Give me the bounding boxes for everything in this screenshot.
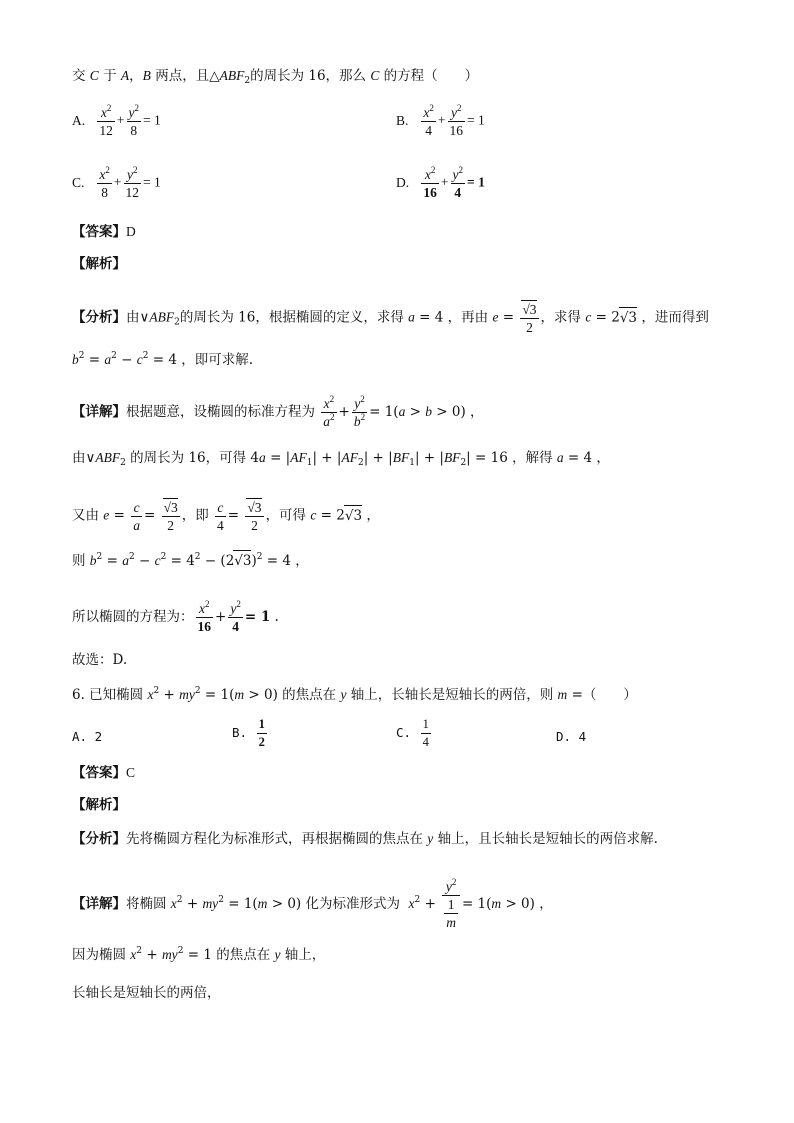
- q6-analysis-heading: 【解析】: [72, 797, 126, 813]
- q6-option-b: B. $\frac{1}{2}$: [232, 717, 265, 749]
- q6-option-d: D. 4: [556, 729, 587, 744]
- q6-line2: 因为椭圆 $x^2 + my^2 = 1$ 的焦点在 y 轴上，: [72, 946, 326, 963]
- q5-option-a: A. $\frac{x^2}{12}$ + $\frac{y^2}{8}$ = 1: [72, 103, 161, 138]
- q5-fenxi: 【分析】由$\vee ABF_2$的周长为 16，根据椭圆的定义，求得 a = 4 ，再由 e = $\frac{√3}{2}$ ，求得 c = 2√3 ，进而得到: [72, 302, 709, 335]
- q5-fenxi-line2: $b^2 = a^2 - c^2 = 4$ ，即可求解.: [72, 351, 254, 368]
- q5-line3: 又由 e = $\frac{c}{a}$ = $\frac{√3}{2}$ ，即 $\frac{c}{4}$ = $\frac{√3}{2}$ ，可得 c = 2√3 ，: [72, 499, 380, 533]
- q5-option-d: D. $\frac{x^2}{16}$ + $\frac{y^2}{4}$ = 1: [396, 165, 485, 200]
- q5-line5: 所以椭圆的方程为： $\frac{x^2}{16}$ + $\frac{y^2}{4}$ = 1 .: [72, 599, 279, 634]
- q6-option-c: C. $\frac{1}{4}$: [396, 717, 429, 749]
- q5-answer: 【答案】D: [72, 224, 136, 240]
- q6-option-a: A. 2: [72, 729, 103, 744]
- q5-choose: 故选：D.: [72, 652, 128, 668]
- q6-line3: 长轴长是短轴长的两倍，: [72, 985, 221, 1001]
- q5-option-b: B. $\frac{x^2}{4}$ + $\frac{y^2}{16}$ = 1: [396, 103, 485, 138]
- q5-line4: 则 $b^2 = a^2 - c^2 = 4^2 - (2√3)^2 = 4$ ，: [72, 552, 309, 569]
- q5-xiangjie: 【详解】根据题意，设椭圆的标准方程为 $\frac{x^2}{a^2}$ + $\frac{y^2}{b^2}$ = 1(a > b > 0) ，: [72, 394, 484, 429]
- q5-option-c: C. $\frac{x^2}{8}$ + $\frac{y^2}{12}$ = 1: [72, 165, 161, 200]
- q6-answer: 【答案】C: [72, 765, 136, 781]
- q5-analysis-heading: 【解析】: [72, 256, 126, 272]
- q5-stem: 交 C 于 A，B 两点，且$\triangle ABF_2$的周长为 16，那么 C 的方程（ ）: [72, 68, 479, 86]
- q5-line2: 由$\vee ABF_2$ 的周长为 16，可得 $4a = |AF_1| + |AF_2| + |BF_1| + |BF_2| = 16$ ，解得 a = 4 ，: [72, 450, 610, 468]
- q6-xiangjie: 【详解】将椭圆 $x^2 + my^2 = 1(m > 0)$ 化为标准形式为 $x^2$ + $\frac{y^2}{\frac{1}{m}}$ = 1(m > 0) ，: [72, 877, 553, 930]
- q6-fenxi: 【分析】先将椭圆方程化为标准形式，再根据椭圆的焦点在 y 轴上，且长轴长是短轴长的两倍求解.: [72, 831, 658, 847]
- q6-stem: 6. 已知椭圆 $x^2 + my^2 = 1(m > 0)$ 的焦点在 y 轴上，长轴长是短轴长的两倍，则 m =（ ）: [72, 686, 637, 703]
